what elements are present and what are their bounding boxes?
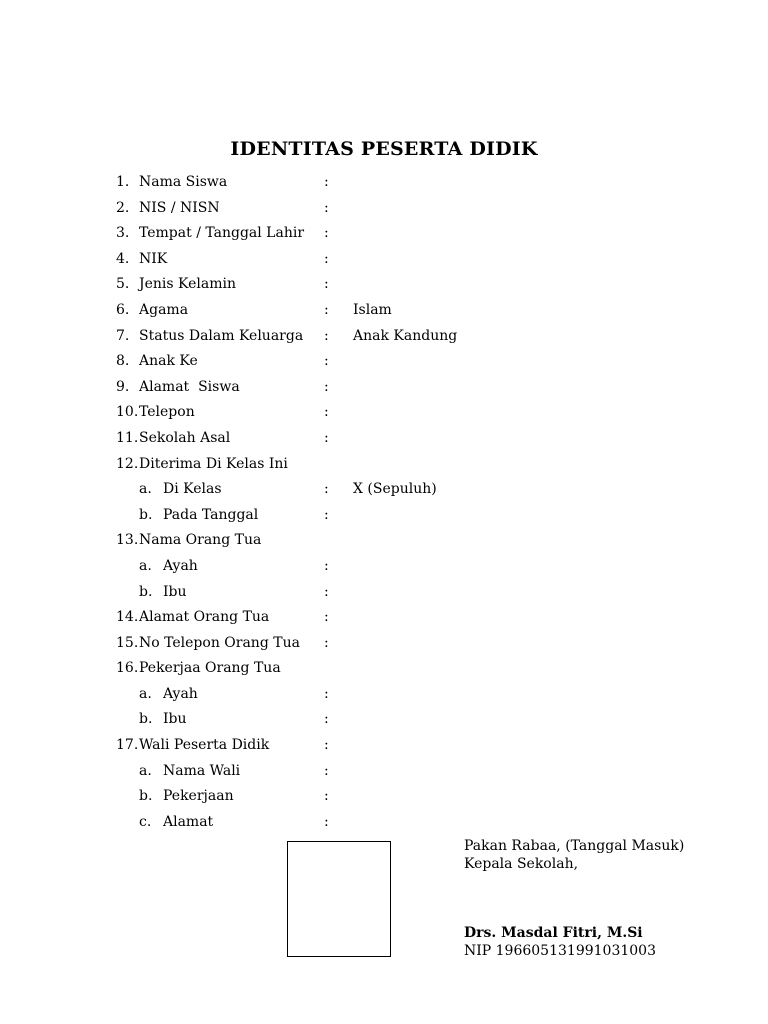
- field-colon: :: [324, 634, 329, 651]
- field-number: 10.: [116, 404, 139, 421]
- field-colon: :: [324, 506, 329, 523]
- field-label: Nama Wali: [163, 762, 241, 779]
- signer-role: Kepala Sekolah,: [464, 855, 579, 872]
- field-row: [0, 426, 768, 452]
- page-title: IDENTITAS PESERTA DIDIK: [230, 138, 538, 160]
- signer-name: Drs. Masdal Fitri, M.Si: [464, 925, 643, 941]
- field-colon: :: [324, 327, 329, 344]
- field-value: Islam: [353, 301, 392, 318]
- field-row: [0, 196, 768, 222]
- field-number: c.: [139, 813, 152, 830]
- field-value: X (Sepuluh): [353, 481, 437, 498]
- field-colon: :: [324, 609, 329, 626]
- field-colon: :: [324, 481, 329, 498]
- field-number: 4.: [116, 250, 130, 267]
- field-label: Alamat Orang Tua: [139, 609, 270, 626]
- photo-box: [287, 841, 391, 957]
- field-colon: :: [324, 250, 329, 267]
- sub-field-row: [0, 503, 768, 529]
- field-label: Pada Tanggal: [163, 506, 259, 523]
- field-colon: :: [324, 788, 329, 805]
- field-number: 5.: [116, 276, 130, 293]
- field-colon: :: [324, 737, 329, 754]
- field-number: 9.: [116, 378, 130, 395]
- field-label: Tempat / Tanggal Lahir: [139, 225, 305, 242]
- field-number: 12.: [116, 455, 139, 472]
- field-row: [0, 400, 768, 426]
- field-number: 13.: [116, 532, 139, 549]
- field-label: NIS / NISN: [139, 199, 220, 216]
- field-number: 1.: [116, 174, 130, 190]
- field-number: b.: [139, 711, 153, 728]
- field-colon: :: [324, 711, 329, 728]
- field-label: Nama Siswa: [139, 174, 228, 190]
- field-colon: :: [324, 225, 329, 242]
- field-colon: :: [324, 813, 329, 830]
- field-colon: :: [324, 583, 329, 600]
- sub-field-row: [0, 682, 768, 708]
- field-number: 7.: [116, 327, 130, 344]
- field-label: Agama: [139, 301, 189, 318]
- field-colon: :: [324, 557, 329, 574]
- field-row: [0, 298, 768, 324]
- signature-block: [464, 838, 684, 960]
- field-label: Ayah: [163, 557, 198, 574]
- field-row: [0, 349, 768, 375]
- field-label: Status Dalam Keluarga: [139, 327, 304, 344]
- field-colon: :: [324, 429, 329, 446]
- field-number: a.: [139, 481, 152, 498]
- field-row: [0, 272, 768, 298]
- field-label: Alamat Siswa: [139, 378, 240, 395]
- field-number: 17.: [116, 737, 139, 754]
- field-colon: :: [324, 353, 329, 370]
- field-label: Nama Orang Tua: [139, 532, 262, 549]
- field-label: Ibu: [163, 583, 187, 600]
- sub-field-row: [0, 784, 768, 810]
- field-colon: :: [324, 378, 329, 395]
- field-number: 8.: [116, 353, 130, 370]
- field-number: 15.: [116, 634, 139, 651]
- field-row: [0, 733, 768, 759]
- field-label: Di Kelas: [163, 481, 222, 498]
- field-row: [0, 452, 768, 478]
- field-number: 2.: [116, 199, 130, 216]
- field-number: 16.: [116, 660, 139, 677]
- field-row: [0, 656, 768, 682]
- field-row: [0, 324, 768, 350]
- field-number: a.: [139, 685, 152, 702]
- field-label: Pekerjaan: [163, 788, 234, 805]
- field-row: [0, 170, 768, 196]
- field-label: Anak Ke: [139, 353, 198, 370]
- field-colon: :: [324, 174, 329, 190]
- identity-list: [0, 170, 768, 835]
- field-row: [0, 375, 768, 401]
- field-number: 3.: [116, 225, 130, 242]
- field-colon: :: [324, 199, 329, 216]
- field-value: Anak Kandung: [353, 327, 458, 344]
- field-label: Wali Peserta Didik: [139, 737, 270, 754]
- field-label: No Telepon Orang Tua: [139, 634, 300, 651]
- field-number: b.: [139, 788, 153, 805]
- field-number: 6.: [116, 301, 130, 318]
- field-label: Pekerjaa Orang Tua: [139, 660, 281, 677]
- sub-field-row: [0, 477, 768, 503]
- sub-field-row: [0, 707, 768, 733]
- field-row: [0, 631, 768, 657]
- field-label: Ibu: [163, 711, 187, 728]
- field-row: [0, 605, 768, 631]
- field-number: a.: [139, 557, 152, 574]
- field-colon: :: [324, 762, 329, 779]
- field-label: Telepon: [139, 404, 195, 421]
- field-number: b.: [139, 506, 153, 523]
- field-label: Ayah: [163, 685, 198, 702]
- field-colon: :: [324, 404, 329, 421]
- signer-nip: NIP 196605131991031003: [464, 942, 656, 959]
- sub-field-row: [0, 580, 768, 606]
- sub-field-row: [0, 554, 768, 580]
- field-row: [0, 221, 768, 247]
- sub-field-row: [0, 759, 768, 785]
- field-label: Alamat: [163, 813, 214, 830]
- field-label: Diterima Di Kelas Ini: [139, 455, 288, 472]
- field-label: Sekolah Asal: [139, 429, 231, 446]
- sub-field-row: [0, 810, 768, 836]
- field-number: b.: [139, 583, 153, 600]
- field-label: NIK: [139, 250, 168, 267]
- field-number: a.: [139, 762, 152, 779]
- field-number: 14.: [116, 609, 139, 626]
- field-colon: :: [324, 685, 329, 702]
- field-colon: :: [324, 301, 329, 318]
- place-date-text: Pakan Rabaa, (Tanggal Masuk): [464, 838, 685, 854]
- field-colon: :: [324, 276, 329, 293]
- field-row: [0, 247, 768, 273]
- field-label: Jenis Kelamin: [139, 276, 236, 293]
- field-row: [0, 528, 768, 554]
- field-number: 11.: [116, 429, 139, 446]
